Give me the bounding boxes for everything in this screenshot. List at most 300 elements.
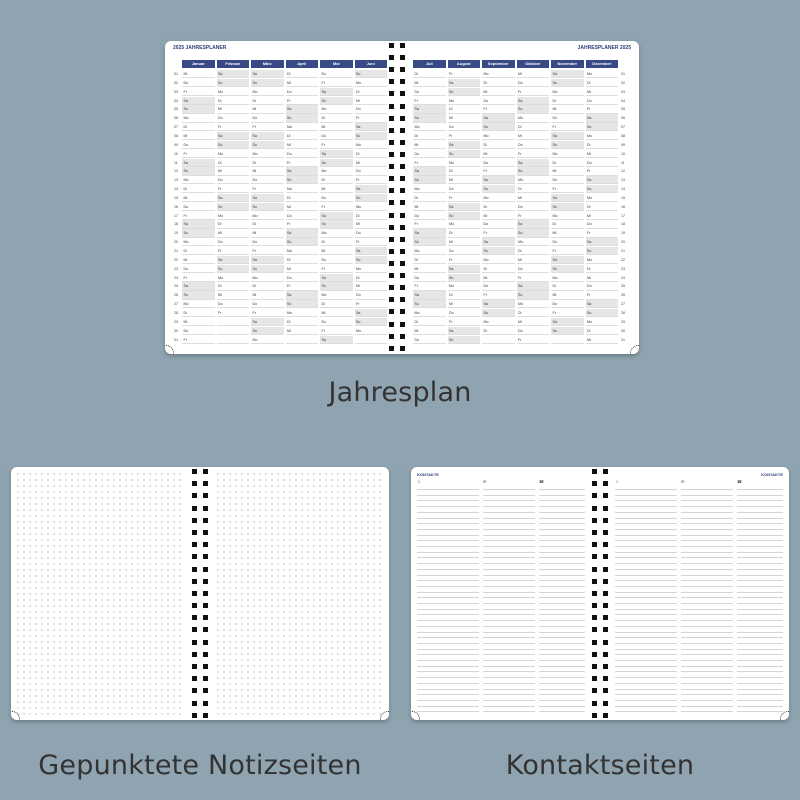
- day-cell: So: [448, 274, 481, 282]
- day-cell: Do: [413, 88, 446, 96]
- day-number: 17: [174, 213, 178, 218]
- contact-line: [483, 575, 535, 576]
- day-cell: Fr: [517, 274, 550, 282]
- contact-line: [539, 535, 585, 536]
- day-cell: Mi: [413, 265, 446, 273]
- contact-line: [737, 654, 783, 655]
- day-cell: So: [355, 194, 388, 202]
- day-cell: Do: [182, 203, 215, 211]
- contact-line: [539, 609, 585, 610]
- contact-line: [737, 597, 783, 598]
- contact-line: [681, 575, 733, 576]
- contact-line: [681, 626, 733, 627]
- contact-line: [615, 523, 677, 524]
- contact-line: [737, 580, 783, 581]
- day-cell: So: [251, 203, 284, 211]
- spiral-ring: [389, 249, 405, 254]
- contact-line: [539, 700, 585, 701]
- contact-line: [737, 500, 783, 501]
- contacts-left-page: [411, 467, 591, 720]
- spiral-ring: [192, 701, 208, 706]
- day-cell: Di: [586, 265, 619, 273]
- contact-line: [681, 569, 733, 570]
- day-cell: Mi: [320, 123, 353, 131]
- day-cell: Mo: [182, 114, 215, 122]
- contact-line: [417, 666, 479, 667]
- day-cell: Fr: [355, 300, 388, 308]
- day-number: 26: [174, 293, 178, 298]
- day-cell: So: [551, 265, 584, 273]
- day-cell: Do: [482, 220, 515, 228]
- contact-line: [539, 660, 585, 661]
- day-cell: Sa: [448, 141, 481, 149]
- day-number: 16: [174, 204, 178, 209]
- day-number: 14: [174, 187, 178, 192]
- contact-line: [539, 637, 585, 638]
- spiral-ring: [389, 55, 405, 60]
- day-cell: Di: [251, 97, 284, 105]
- contact-line: [483, 535, 535, 536]
- contact-line: [483, 711, 535, 712]
- day-cell: Fr: [182, 212, 215, 220]
- contact-line: [483, 677, 535, 678]
- day-number: 29: [174, 319, 178, 324]
- contact-line: [737, 540, 783, 541]
- day-cell: Fr: [217, 185, 250, 193]
- contact-line: [539, 580, 585, 581]
- spiral-ring: [389, 285, 405, 290]
- day-cell: Fr: [517, 336, 550, 344]
- contact-line: [417, 495, 479, 496]
- contact-line: [681, 666, 733, 667]
- contact-line: [483, 620, 535, 621]
- spiral-ring: [389, 140, 405, 145]
- contact-line: [483, 552, 535, 553]
- day-cell: So: [586, 123, 619, 131]
- contact-line: [483, 649, 535, 650]
- day-cell: Fr: [355, 114, 388, 122]
- contact-line: [417, 626, 479, 627]
- month-header: Februar: [217, 60, 250, 68]
- contact-line: [681, 518, 733, 519]
- day-cell: Mi: [413, 203, 446, 211]
- day-cell: So: [517, 167, 550, 175]
- day-cell: Mo: [448, 97, 481, 105]
- day-cell: Sa: [413, 167, 446, 175]
- day-cell: Sa: [355, 247, 388, 255]
- contact-line: [737, 706, 783, 707]
- day-cell: Sa: [448, 265, 481, 273]
- day-cell: Mi: [355, 97, 388, 105]
- day-cell: So: [517, 105, 550, 113]
- day-cell: Mi: [251, 167, 284, 175]
- day-cell: Do: [355, 167, 388, 175]
- day-cell: Di: [217, 97, 250, 105]
- day-cell: Mo: [217, 212, 250, 220]
- contact-line: [737, 683, 783, 684]
- day-cell: Di: [448, 167, 481, 175]
- contact-line: [615, 677, 677, 678]
- day-cell: Fr: [586, 291, 619, 299]
- yearly-left-title: 2025 JAHRESPLANER: [173, 45, 227, 51]
- day-number: 19: [621, 231, 625, 236]
- day-cell: Do: [482, 97, 515, 105]
- contact-line: [737, 689, 783, 690]
- day-cell: Sa: [251, 194, 284, 202]
- day-cell: [286, 336, 319, 344]
- contact-line: [417, 700, 479, 701]
- month-header: November: [551, 60, 584, 68]
- day-cell: Fr: [448, 256, 481, 264]
- day-cell: Sa: [182, 97, 215, 105]
- contact-line: [483, 689, 535, 690]
- contacts-left-title: KONTAKTE: [417, 472, 439, 477]
- caption-yearly: Jahresplan: [328, 377, 472, 408]
- spiral-ring: [592, 701, 608, 706]
- day-cell: Fr: [413, 159, 446, 167]
- day-cell: Mo: [182, 238, 215, 246]
- contacts-right-page: [609, 467, 789, 720]
- day-cell: Fr: [320, 265, 353, 273]
- spiral-ring: [389, 213, 405, 218]
- day-cell: Fr: [448, 132, 481, 140]
- day-cell: So: [448, 336, 481, 344]
- day-cell: Di: [320, 238, 353, 246]
- day-cell: So: [251, 265, 284, 273]
- day-cell: Fr: [320, 327, 353, 335]
- day-cell: Mi: [355, 282, 388, 290]
- contact-line: [483, 694, 535, 695]
- phone-mail-icon: ✉: [483, 479, 487, 484]
- day-cell: Sa: [182, 159, 215, 167]
- contact-line: [681, 654, 733, 655]
- contact-line: [417, 592, 479, 593]
- day-cell: So: [551, 141, 584, 149]
- day-cell: Di: [355, 150, 388, 158]
- day-cell: Di: [551, 159, 584, 167]
- day-cell: So: [586, 309, 619, 317]
- day-cell: Di: [286, 194, 319, 202]
- day-cell: So: [413, 238, 446, 246]
- contact-line: [417, 609, 479, 610]
- spiral-ring: [192, 627, 208, 632]
- day-cell: Sa: [251, 132, 284, 140]
- contact-line: [539, 711, 585, 712]
- day-cell: Sa: [448, 79, 481, 87]
- day-cell: So: [482, 123, 515, 131]
- contact-line: [417, 506, 479, 507]
- day-cell: Mi: [586, 88, 619, 96]
- day-number: 31: [174, 337, 178, 342]
- day-number: 24: [174, 275, 178, 280]
- contact-line: [737, 637, 783, 638]
- spiral-binding-dotted: [192, 469, 208, 718]
- day-cell: Mo: [413, 123, 446, 131]
- contact-line: [483, 557, 535, 558]
- spiral-ring: [389, 188, 405, 193]
- spiral-ring: [192, 664, 208, 669]
- day-cell: So: [586, 247, 619, 255]
- day-cell: Mo: [320, 167, 353, 175]
- contact-line: [483, 586, 535, 587]
- day-cell: Do: [482, 282, 515, 290]
- day-number: 01: [621, 72, 625, 76]
- day-cell: Di: [517, 123, 550, 131]
- day-number: 21: [174, 249, 178, 253]
- day-cell: Fr: [551, 309, 584, 317]
- day-cell: Do: [320, 132, 353, 140]
- day-cell: Mi: [517, 194, 550, 202]
- contact-line: [539, 540, 585, 541]
- contact-line: [737, 489, 783, 490]
- day-cell: Mi: [217, 291, 250, 299]
- contact-line: [737, 575, 783, 576]
- day-cell: Mi: [182, 256, 215, 264]
- day-cell: Mi: [586, 212, 619, 220]
- day-cell: Mo: [517, 238, 550, 246]
- day-cell: Mi: [217, 229, 250, 237]
- contact-line: [737, 495, 783, 496]
- day-number: 04: [621, 98, 625, 103]
- day-cell: Mi: [482, 150, 515, 158]
- day-cell: Sa: [551, 256, 584, 264]
- day-cell: So: [448, 150, 481, 158]
- contact-line: [615, 700, 677, 701]
- day-cell: So: [482, 185, 515, 193]
- spiral-ring: [389, 309, 405, 314]
- day-cell: Sa: [517, 97, 550, 105]
- day-cell: Mo: [355, 141, 388, 149]
- day-cell: Fr: [217, 123, 250, 131]
- contact-line: [483, 529, 535, 530]
- day-cell: Do: [251, 114, 284, 122]
- day-cell: Mo: [586, 256, 619, 264]
- day-cell: Sa: [320, 212, 353, 220]
- day-number: 10: [174, 151, 178, 156]
- day-cell: Sa: [551, 318, 584, 326]
- day-cell: Di: [355, 212, 388, 220]
- day-cell: Sa: [482, 114, 515, 122]
- day-cell: Mo: [413, 309, 446, 317]
- day-cell: Mi: [413, 141, 446, 149]
- contact-line: [417, 540, 479, 541]
- spiral-ring: [389, 334, 405, 339]
- day-cell: Fr: [448, 70, 481, 78]
- contact-line: [539, 489, 585, 490]
- day-cell: Fr: [251, 123, 284, 131]
- day-number: 28: [621, 310, 625, 315]
- month-header: Januar: [182, 60, 215, 68]
- contact-line: [681, 683, 733, 684]
- day-cell: Mi: [286, 141, 319, 149]
- day-cell: Di: [517, 309, 550, 317]
- day-cell: [482, 336, 515, 344]
- contact-line: [539, 677, 585, 678]
- day-cell: Do: [517, 203, 550, 211]
- spiral-ring: [592, 640, 608, 645]
- contact-line: [417, 512, 479, 513]
- day-cell: Di: [448, 291, 481, 299]
- contact-line: [615, 666, 677, 667]
- day-cell: Do: [551, 114, 584, 122]
- contact-line: [737, 586, 783, 587]
- day-cell: Do: [182, 79, 215, 87]
- contact-line: [615, 546, 677, 547]
- contact-line: [681, 671, 733, 672]
- day-number: 24: [621, 275, 625, 280]
- day-cell: Mi: [448, 300, 481, 308]
- day-number: 29: [621, 319, 625, 324]
- contact-line: [681, 637, 733, 638]
- contact-line: [417, 632, 479, 633]
- day-cell: Di: [586, 79, 619, 87]
- day-cell: Mi: [182, 132, 215, 140]
- day-number: 05: [174, 107, 178, 112]
- spiral-ring: [389, 104, 405, 109]
- day-cell: Mo: [517, 114, 550, 122]
- contact-line: [681, 643, 733, 644]
- day-cell: So: [286, 176, 319, 184]
- day-cell: So: [286, 114, 319, 122]
- day-cell: So: [413, 114, 446, 122]
- day-cell: So: [551, 79, 584, 87]
- day-number: 03: [621, 89, 625, 94]
- day-cell: So: [217, 141, 250, 149]
- day-cell: Mo: [482, 318, 515, 326]
- contact-line: [681, 592, 733, 593]
- contact-line: [417, 637, 479, 638]
- day-cell: Mi: [551, 105, 584, 113]
- day-cell: Mi: [355, 159, 388, 167]
- spiral-ring: [192, 567, 208, 572]
- spiral-ring: [192, 713, 208, 718]
- contact-line: [681, 540, 733, 541]
- day-cell: Mo: [413, 185, 446, 193]
- day-cell: Di: [320, 300, 353, 308]
- day-cell: So: [217, 265, 250, 273]
- day-number: 30: [174, 328, 178, 333]
- spiral-ring: [192, 640, 208, 645]
- day-cell: Di: [320, 114, 353, 122]
- contact-line: [615, 683, 677, 684]
- day-cell: So: [517, 291, 550, 299]
- day-cell: Mo: [217, 88, 250, 96]
- contact-line: [483, 495, 535, 496]
- day-cell: So: [251, 141, 284, 149]
- day-cell: Mi: [517, 318, 550, 326]
- day-cell: Do: [413, 212, 446, 220]
- month-header: August: [448, 60, 481, 68]
- day-cell: [551, 336, 584, 344]
- spiral-ring: [592, 713, 608, 718]
- spiral-binding-yearly: [389, 43, 405, 351]
- day-cell: Do: [586, 159, 619, 167]
- contact-line: [737, 592, 783, 593]
- contact-line: [615, 586, 677, 587]
- contact-line: [539, 557, 585, 558]
- day-cell: Mi: [517, 132, 550, 140]
- day-cell: Mo: [448, 282, 481, 290]
- contact-line: [539, 643, 585, 644]
- day-number: 30: [621, 328, 625, 333]
- contact-line: [681, 609, 733, 610]
- contact-line: [615, 694, 677, 695]
- day-cell: Di: [586, 327, 619, 335]
- day-cell: Do: [355, 291, 388, 299]
- spiral-ring: [389, 67, 405, 72]
- day-cell: Mo: [586, 132, 619, 140]
- day-number: 11: [621, 160, 625, 165]
- day-cell: Mi: [320, 247, 353, 255]
- day-cell: Sa: [286, 167, 319, 175]
- day-cell: Sa: [517, 282, 550, 290]
- day-cell: Sa: [251, 256, 284, 264]
- day-cell: So: [182, 167, 215, 175]
- day-cell: Mi: [355, 220, 388, 228]
- day-cell: So: [217, 79, 250, 87]
- contact-line: [417, 711, 479, 712]
- contact-line: [681, 506, 733, 507]
- day-cell: Mo: [482, 194, 515, 202]
- day-cell: So: [217, 203, 250, 211]
- yearly-right-title: JAHRESPLANER 2025: [577, 45, 631, 51]
- day-cell: Sa: [517, 159, 550, 167]
- day-cell: So: [586, 185, 619, 193]
- day-cell: [217, 327, 250, 335]
- day-cell: Sa: [320, 150, 353, 158]
- contact-line: [681, 512, 733, 513]
- contact-line: [539, 597, 585, 598]
- spiral-ring: [389, 152, 405, 157]
- day-cell: Mi: [286, 265, 319, 273]
- day-cell: Di: [182, 309, 215, 317]
- day-cell: Fr: [320, 203, 353, 211]
- contact-line: [483, 706, 535, 707]
- day-cell: Di: [517, 247, 550, 255]
- day-cell: Mi: [586, 150, 619, 158]
- day-cell: So: [286, 238, 319, 246]
- day-cell: Do: [251, 300, 284, 308]
- contact-line: [737, 649, 783, 650]
- contact-line: [539, 523, 585, 524]
- day-cell: Mo: [482, 70, 515, 78]
- spiral-ring: [192, 579, 208, 584]
- day-cell: Mi: [286, 203, 319, 211]
- contact-line: [615, 597, 677, 598]
- day-cell: Do: [448, 247, 481, 255]
- day-cell: Sa: [217, 194, 250, 202]
- contact-line: [681, 552, 733, 553]
- day-cell: Mo: [320, 105, 353, 113]
- contact-line: [615, 637, 677, 638]
- contact-line: [483, 512, 535, 513]
- day-cell: Fr: [286, 220, 319, 228]
- day-cell: Mo: [551, 274, 584, 282]
- day-cell: Di: [413, 70, 446, 78]
- day-cell: Di: [413, 132, 446, 140]
- day-cell: Sa: [448, 203, 481, 211]
- contact-line: [417, 603, 479, 604]
- day-cell: Do: [217, 176, 250, 184]
- contact-line: [615, 535, 677, 536]
- day-cell: Sa: [320, 274, 353, 282]
- day-cell: Fr: [182, 88, 215, 96]
- day-cell: Mi: [586, 336, 619, 344]
- person-icon: ☺: [417, 479, 422, 484]
- day-number: 05: [621, 107, 625, 112]
- day-cell: Mo: [551, 150, 584, 158]
- spiral-ring: [192, 530, 208, 535]
